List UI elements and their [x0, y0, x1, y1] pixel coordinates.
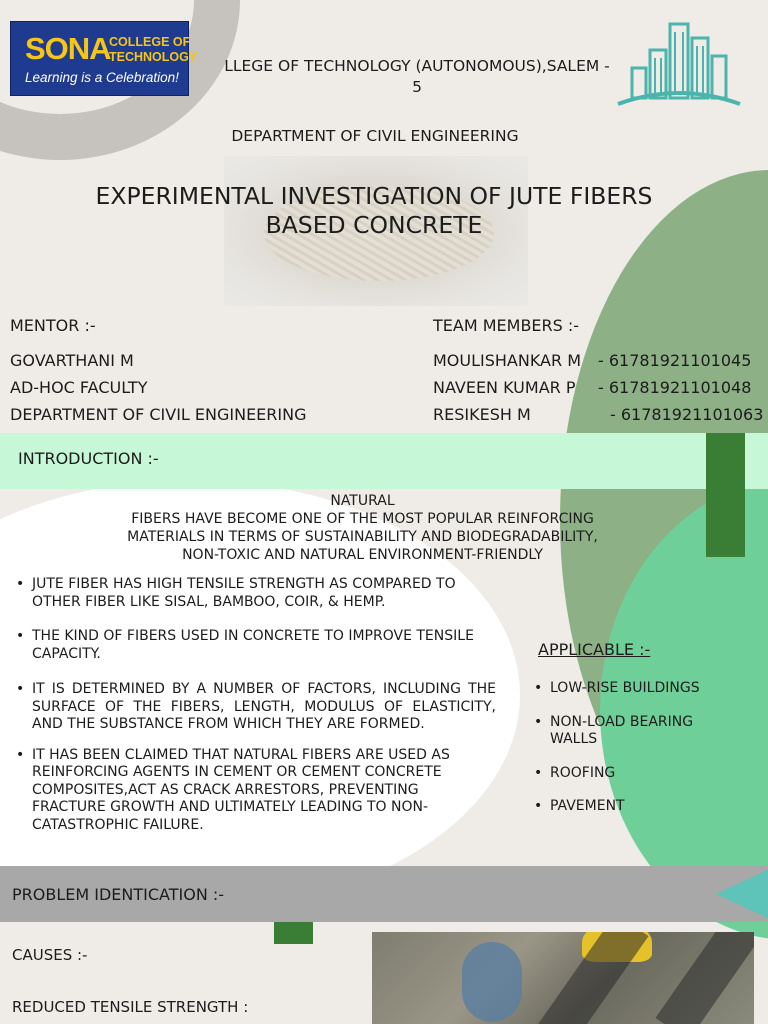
- project-title: [40, 182, 708, 240]
- photo-rebar-shape: [655, 932, 754, 1024]
- causes-label: CAUSES :-: [12, 946, 88, 964]
- mentor-role: AD-HOC FACULTY: [10, 378, 148, 397]
- decorative-green-block: [274, 922, 313, 944]
- mentor-department: DEPARTMENT OF CIVIL ENGINEERING: [10, 405, 307, 424]
- construction-photo: [372, 932, 754, 1024]
- team-member-name: RESIKESH M: [433, 405, 531, 424]
- project-title-line-2: BASED CONCRETE: [265, 211, 483, 239]
- introduction-heading: INTRODUCTION :-: [18, 449, 159, 468]
- college-name-line-1: LLEGE OF TECHNOLOGY (AUTONOMOUS),SALEM -: [224, 57, 610, 75]
- introduction-bullet-list: [10, 576, 496, 851]
- list-item: • LOW-RISE BUILDINGS: [528, 680, 748, 698]
- logo-line-2: TECHNOLOGY: [109, 50, 198, 64]
- photo-worker-shape: [462, 942, 522, 1022]
- team-member-id: - 61781921101048: [598, 378, 752, 397]
- decorative-green-block: [706, 433, 745, 557]
- team-member-name: MOULISHANKAR M: [433, 351, 582, 370]
- paragraph-line: MATERIALS IN TERMS OF SUSTAINABILITY AND BIODEGRADABILITY,: [127, 529, 598, 545]
- department-heading: DEPARTMENT OF CIVIL ENGINEERING: [231, 127, 519, 145]
- team-member-id: - 61781921101045: [598, 351, 752, 370]
- team-heading: TEAM MEMBERS :-: [433, 316, 580, 335]
- paragraph-line: FIBERS HAVE BECOME ONE OF THE MOST POPULAR REINFORCING: [131, 511, 594, 527]
- mentor-name: GOVARTHANI M: [10, 351, 134, 370]
- logo-college-text: [109, 35, 197, 65]
- list-item: • IT HAS BEEN CLAIMED THAT NATURAL FIBERS ARE USED AS REINFORCING AGENTS IN CEMENT OR CEMENT CONCRETE COMPOSITES,ACT AS CRACK ARRESTORS, PREVENTING FRACTURE GROWTH AND ULTIMATELY LEADING TO NON-CATASTROPHIC FAILURE.: [10, 747, 496, 835]
- logo-main-text: SONA: [25, 31, 111, 66]
- list-item: • JUTE FIBER HAS HIGH TENSILE STRENGTH AS COMPARED TO OTHER FIBER LIKE SISAL, BAMBOO, COIR, & HEMP.: [10, 576, 496, 611]
- list-item: • THE KIND OF FIBERS USED IN CONCRETE TO IMPROVE TENSILE CAPACITY.: [10, 628, 496, 663]
- college-name-line-2: 5: [412, 78, 422, 96]
- problem-heading: PROBLEM IDENTICATION :-: [12, 885, 225, 904]
- logo-tagline: Learning is a Celebration!: [25, 70, 179, 85]
- list-item: • IT IS DETERMINED BY A NUMBER OF FACTORS, INCLUDING THE SURFACE OF THE FIBERS, LENGTH, MODULUS OF ELASTICITY, AND THE SUBSTANCE FROM WHICH THEY ARE FORMED.: [10, 681, 496, 734]
- college-name: [190, 56, 644, 98]
- applicable-heading: APPLICABLE :-: [538, 640, 651, 659]
- project-title-line-1: EXPERIMENTAL INVESTIGATION OF JUTE FIBERS: [95, 182, 653, 210]
- applicable-list: [528, 680, 748, 832]
- logo-line-1: COLLEGE OF: [109, 35, 191, 49]
- list-item: • NON-LOAD BEARING WALLS: [528, 714, 720, 749]
- photo-chute-shape: [535, 932, 648, 1024]
- team-member-name: NAVEEN KUMAR P: [433, 378, 576, 397]
- mentor-heading: MENTOR :-: [10, 316, 96, 335]
- list-item: • PAVEMENT: [528, 798, 748, 816]
- team-member-id: - 61781921101063: [610, 405, 764, 424]
- paragraph-line: NON-TOXIC AND NATURAL ENVIRONMENT-FRIENDLY: [182, 547, 543, 563]
- first-cause: REDUCED TENSILE STRENGTH :: [12, 998, 249, 1016]
- natural-fibers-paragraph: [90, 492, 635, 564]
- paragraph-line: NATURAL: [330, 493, 395, 509]
- list-item: • ROOFING: [528, 765, 748, 783]
- sona-college-logo: [10, 21, 198, 96]
